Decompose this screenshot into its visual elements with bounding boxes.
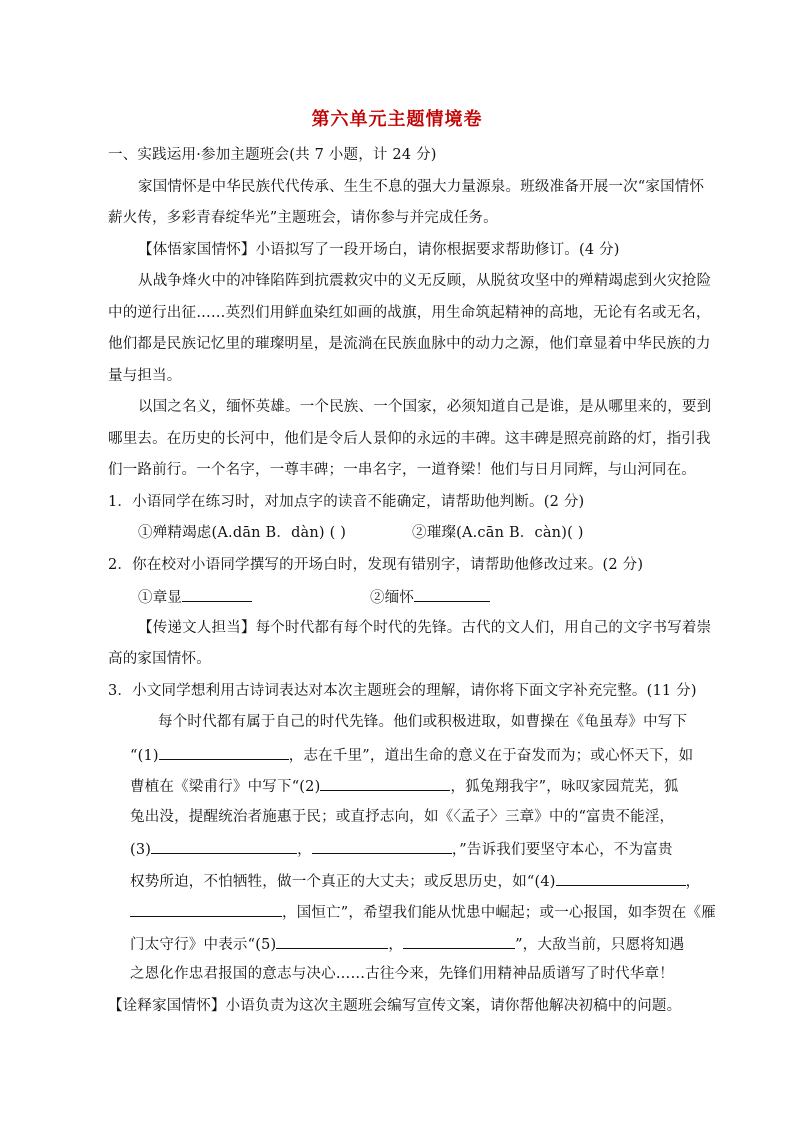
answer-blank[interactable]	[130, 902, 282, 917]
poem-passage-line-9: 之恩化作忠君报国的意志与决心……古往今来，先锋们用精神品质谱写了时代华章！	[130, 966, 674, 982]
section-heading: 一、实践运用·参加主题班会(共 7 小题，计 24 分)	[108, 147, 437, 163]
question-2-item-b	[370, 587, 490, 607]
answer-blank[interactable]	[312, 839, 452, 854]
passage-text: ，国恒亡”，希望我们能从忧患中崛起；或一心报国，如李贺在《雁	[282, 905, 716, 921]
answer-blank[interactable]	[414, 587, 490, 602]
task2-heading-line-1: 【传递文人担当】每个时代都有每个时代的先锋。古代的文人们，用自己的文字书写着崇	[138, 620, 712, 636]
passage-text: ，	[685, 874, 701, 890]
blank-label-3: (3)	[130, 842, 152, 858]
question-1: 1．小语同学在练习时，对加点字的读音不能确定，请帮助他判断。(2 分)	[108, 494, 585, 510]
opening-line-7: 们一路前行。一个名字，一尊丰碑；一串名字，一道脊梁！他们与日月同辉，与山河同在。	[108, 462, 696, 478]
opening-line-3: 他们都是民族记忆里的璀璨明星，是流淌在民族血脉中的动力之源，他们章显着中华民族的力	[108, 336, 711, 352]
answer-blank[interactable]	[182, 587, 252, 602]
blank-label-5: 门太守行》中表示“(5)	[130, 937, 277, 953]
passage-text: ，志在千里”，道出生命的意义在于奋发而为；或心怀天下，如	[288, 748, 694, 764]
poem-passage-line-3	[130, 776, 679, 796]
passage-text: ，狐兔翔我宇”，咏叹家园荒芜，狐	[450, 779, 679, 795]
answer-blank[interactable]	[151, 839, 297, 854]
question-2-item-a-label: ①章显	[138, 590, 183, 606]
blank-label-1: “(1)	[130, 748, 159, 764]
passage-text: ，	[297, 842, 312, 858]
passage-text: ，	[388, 937, 404, 953]
page-title: 第六单元主题情境卷	[311, 109, 483, 130]
poem-passage-line-7	[130, 902, 716, 922]
answer-blank[interactable]	[320, 776, 450, 791]
opening-line-2: 中的逆行出征……英烈们用鲜血染红如画的战旗，用生命筑起精神的高地，无论有名或无名，	[108, 305, 711, 321]
poem-passage-line-6	[130, 871, 700, 891]
passage-text: ，”告诉我们要坚守本心，不为富贵	[451, 842, 673, 858]
task3-heading: 【诠释家国情怀】小语负责为这次主题班会编写宣传文案，请你帮他解决初稿中的问题。	[108, 998, 682, 1014]
answer-blank[interactable]	[556, 871, 686, 886]
poem-passage-line-4: 兔出没，提醒统治者施惠于民；或直抒志向，如《〈孟子〉三章》中的“富贵不能淫，	[130, 809, 675, 825]
poem-passage-line-5	[130, 839, 673, 859]
opening-line-5: 以国之名义，缅怀英雄。一个民族、一个国家，必须知道自己是谁，是从哪里来的，要到	[138, 399, 712, 415]
question-2-item-a	[138, 587, 252, 607]
question-2-item-b-label: ②缅怀	[370, 590, 415, 606]
poem-passage-line-8	[130, 934, 684, 954]
question-2: 2．你在校对小语同学撰写的开场白时，发现有错别字，请帮助他修改过来。(2 分)	[108, 557, 644, 573]
intro-line-1: 家国情怀是中华民族代代传承、生生不息的强大力量源泉。班级准备开展一次“家国情怀	[138, 179, 705, 195]
opening-line-4: 量与担当。	[108, 368, 182, 384]
answer-blank[interactable]	[403, 934, 515, 949]
poem-passage-line-2	[130, 745, 693, 765]
answer-blank[interactable]	[276, 934, 388, 949]
answer-blank[interactable]	[159, 745, 289, 760]
opening-line-6: 哪里去。在历史的长河中，他们是令后人景仰的永远的丰碑。这丰碑是照亮前路的灯，指引我	[108, 431, 711, 447]
opening-line-1: 从战争烽火中的冲锋陷阵到抗震救灾中的义无反顾，从脱贫攻坚中的殚精竭虑到火灾抢险	[138, 273, 712, 289]
task1-heading: 【体悟家国情怀】小语拟写了一段开场白，请你根据要求帮助修订。(4 分)	[138, 242, 620, 258]
task2-heading-line-2: 高的家国情怀。	[108, 651, 211, 667]
question-1-option-b: ②璀璨(A.cān B．càn)( )	[412, 525, 584, 541]
question-1-option-a: ①殚精竭虑(A.dān B．dàn) ( )	[138, 525, 347, 541]
passage-text: ”，大敌当前，只愿将知遇	[515, 937, 685, 953]
intro-line-2: 薪火传，多彩青春绽华光”主题班会，请你参与并完成任务。	[108, 210, 498, 226]
blank-label-2: 曹植在《梁甫行》中写下“(2)	[130, 779, 321, 795]
blank-label-4: 权势所迫，不怕牺牲，做一个真正的大丈夫；或反思历史，如“(4)	[130, 874, 556, 890]
question-3: 3．小文同学想利用古诗词表达对本次主题班会的理解，请你将下面文字补充完整。(11 分)	[108, 683, 697, 699]
poem-passage-line-1: 每个时代都有属于自己的时代先锋。他们或积极进取，如曹操在《龟虽寿》中写下	[158, 714, 688, 730]
